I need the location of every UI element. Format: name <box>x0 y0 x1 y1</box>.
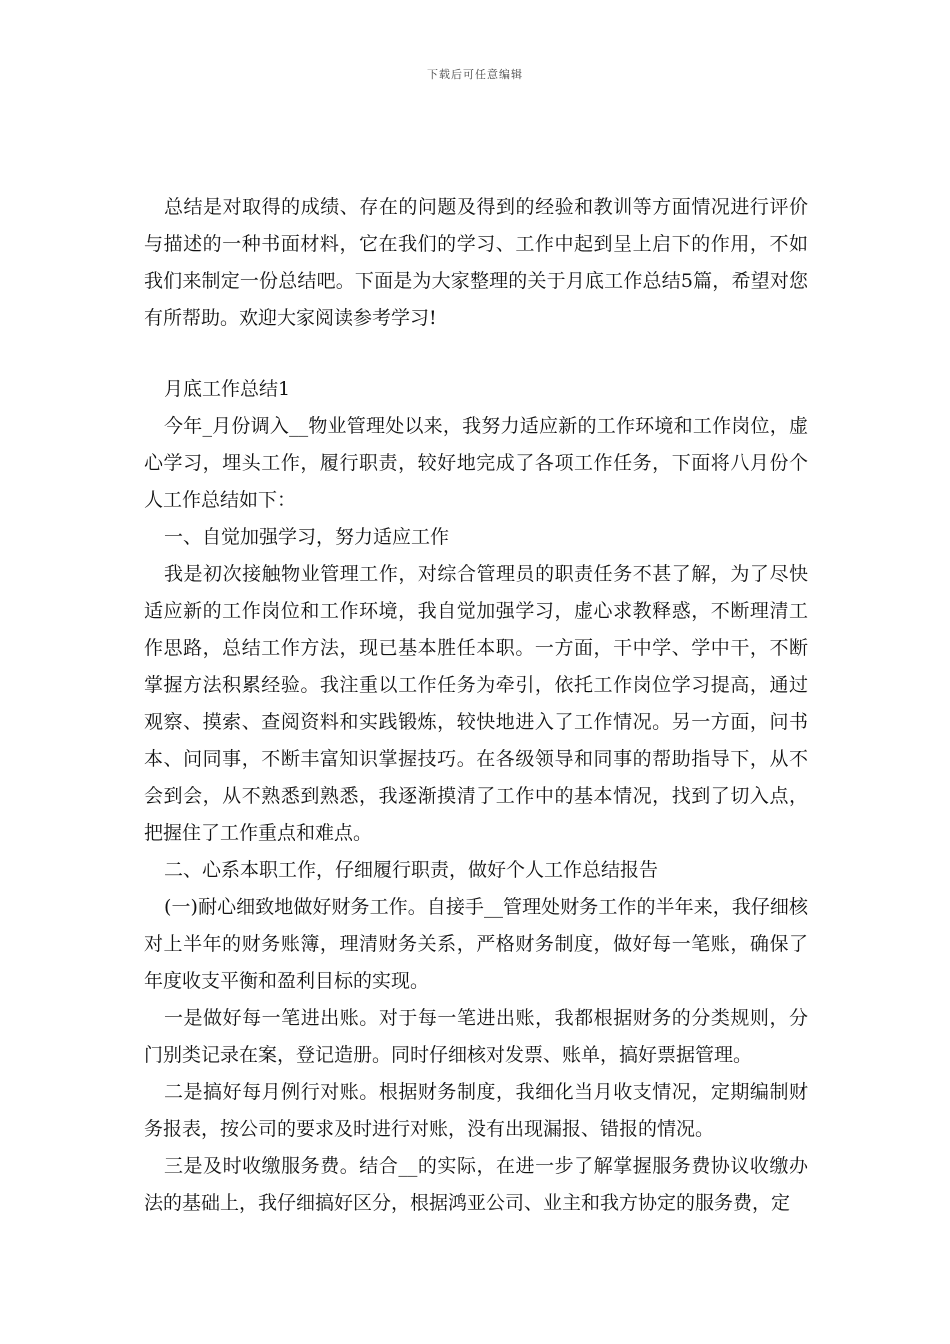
article-paragraph: 三是及时收缴服务费。结合__的实际，在进一步了解掌握服务费协议收缴办法的基础上，我仔细搞好区分，根据鸿亚公司、业主和我方协定的服务费，定 <box>144 1155 808 1214</box>
intro-paragraph: 总结是对取得的成绩、存在的问题及得到的经验和教训等方面情况进行评价与描述的一种书面材料，它在我们的学习、工作中起到呈上启下的作用，不如我们来制定一份总结吧。下面是为大家整理的关于月底工作总结5篇，希望对您有所帮助。欢迎大家阅读参考学习! <box>144 196 808 329</box>
article-title: 月底工作总结1 <box>164 378 291 400</box>
intro-section <box>144 189 808 337</box>
page-header-note: 下载后可任意编辑 <box>427 68 523 81</box>
article-paragraph: (一)耐心细致地做好财务工作。自接手__管理处财务工作的半年来，我仔细核对上半年的财务账簿，理清财务关系，严格财务制度，做好每一笔账，确保了年度收支平衡和盈利目标的实现。 <box>144 896 808 992</box>
article-paragraph: 今年_月份调入__物业管理处以来，我努力适应新的工作环境和工作岗位，虚心学习，埋头工作，履行职责，较好地完成了各项工作任务，下面将八月份个人工作总结如下： <box>144 415 808 511</box>
article-paragraph: 我是初次接触物业管理工作，对综合管理员的职责任务不甚了解，为了尽快适应新的工作岗位和工作环境，我自觉加强学习，虚心求教释惑，不断理清工作思路，总结工作方法，现已基本胜任本职。一方面，干中学、学中干，不断掌握方法积累经验。我注重以工作任务为牵引，依托工作岗位学习提高，通过观察、摸索、查阅资料和实践锻炼，较快地进入了工作情况。另一方面，问书本、问同事，不断丰富知识掌握技巧。在各级领导和同事的帮助指导下，从不会到会，从不熟悉到熟悉，我逐渐摸清了工作中的基本情况，找到了切入点，把握住了工作重点和难点。 <box>144 563 808 844</box>
section-heading: 二、心系本职工作，仔细履行职责，做好个人工作总结报告 <box>164 859 659 881</box>
article-paragraph: 二是搞好每月例行对账。根据财务制度，我细化当月收支情况，定期编制财务报表，按公司的要求及时进行对账，没有出现漏报、错报的情况。 <box>144 1081 808 1140</box>
section-heading: 一、自觉加强学习，努力适应工作 <box>164 526 450 548</box>
article-paragraph: 一是做好每一笔进出账。对于每一笔进出账，我都根据财务的分类规则，分门别类记录在案，登记造册。同时仔细核对发票、账单，搞好票据管理。 <box>144 1007 808 1066</box>
article-section <box>144 371 808 1222</box>
